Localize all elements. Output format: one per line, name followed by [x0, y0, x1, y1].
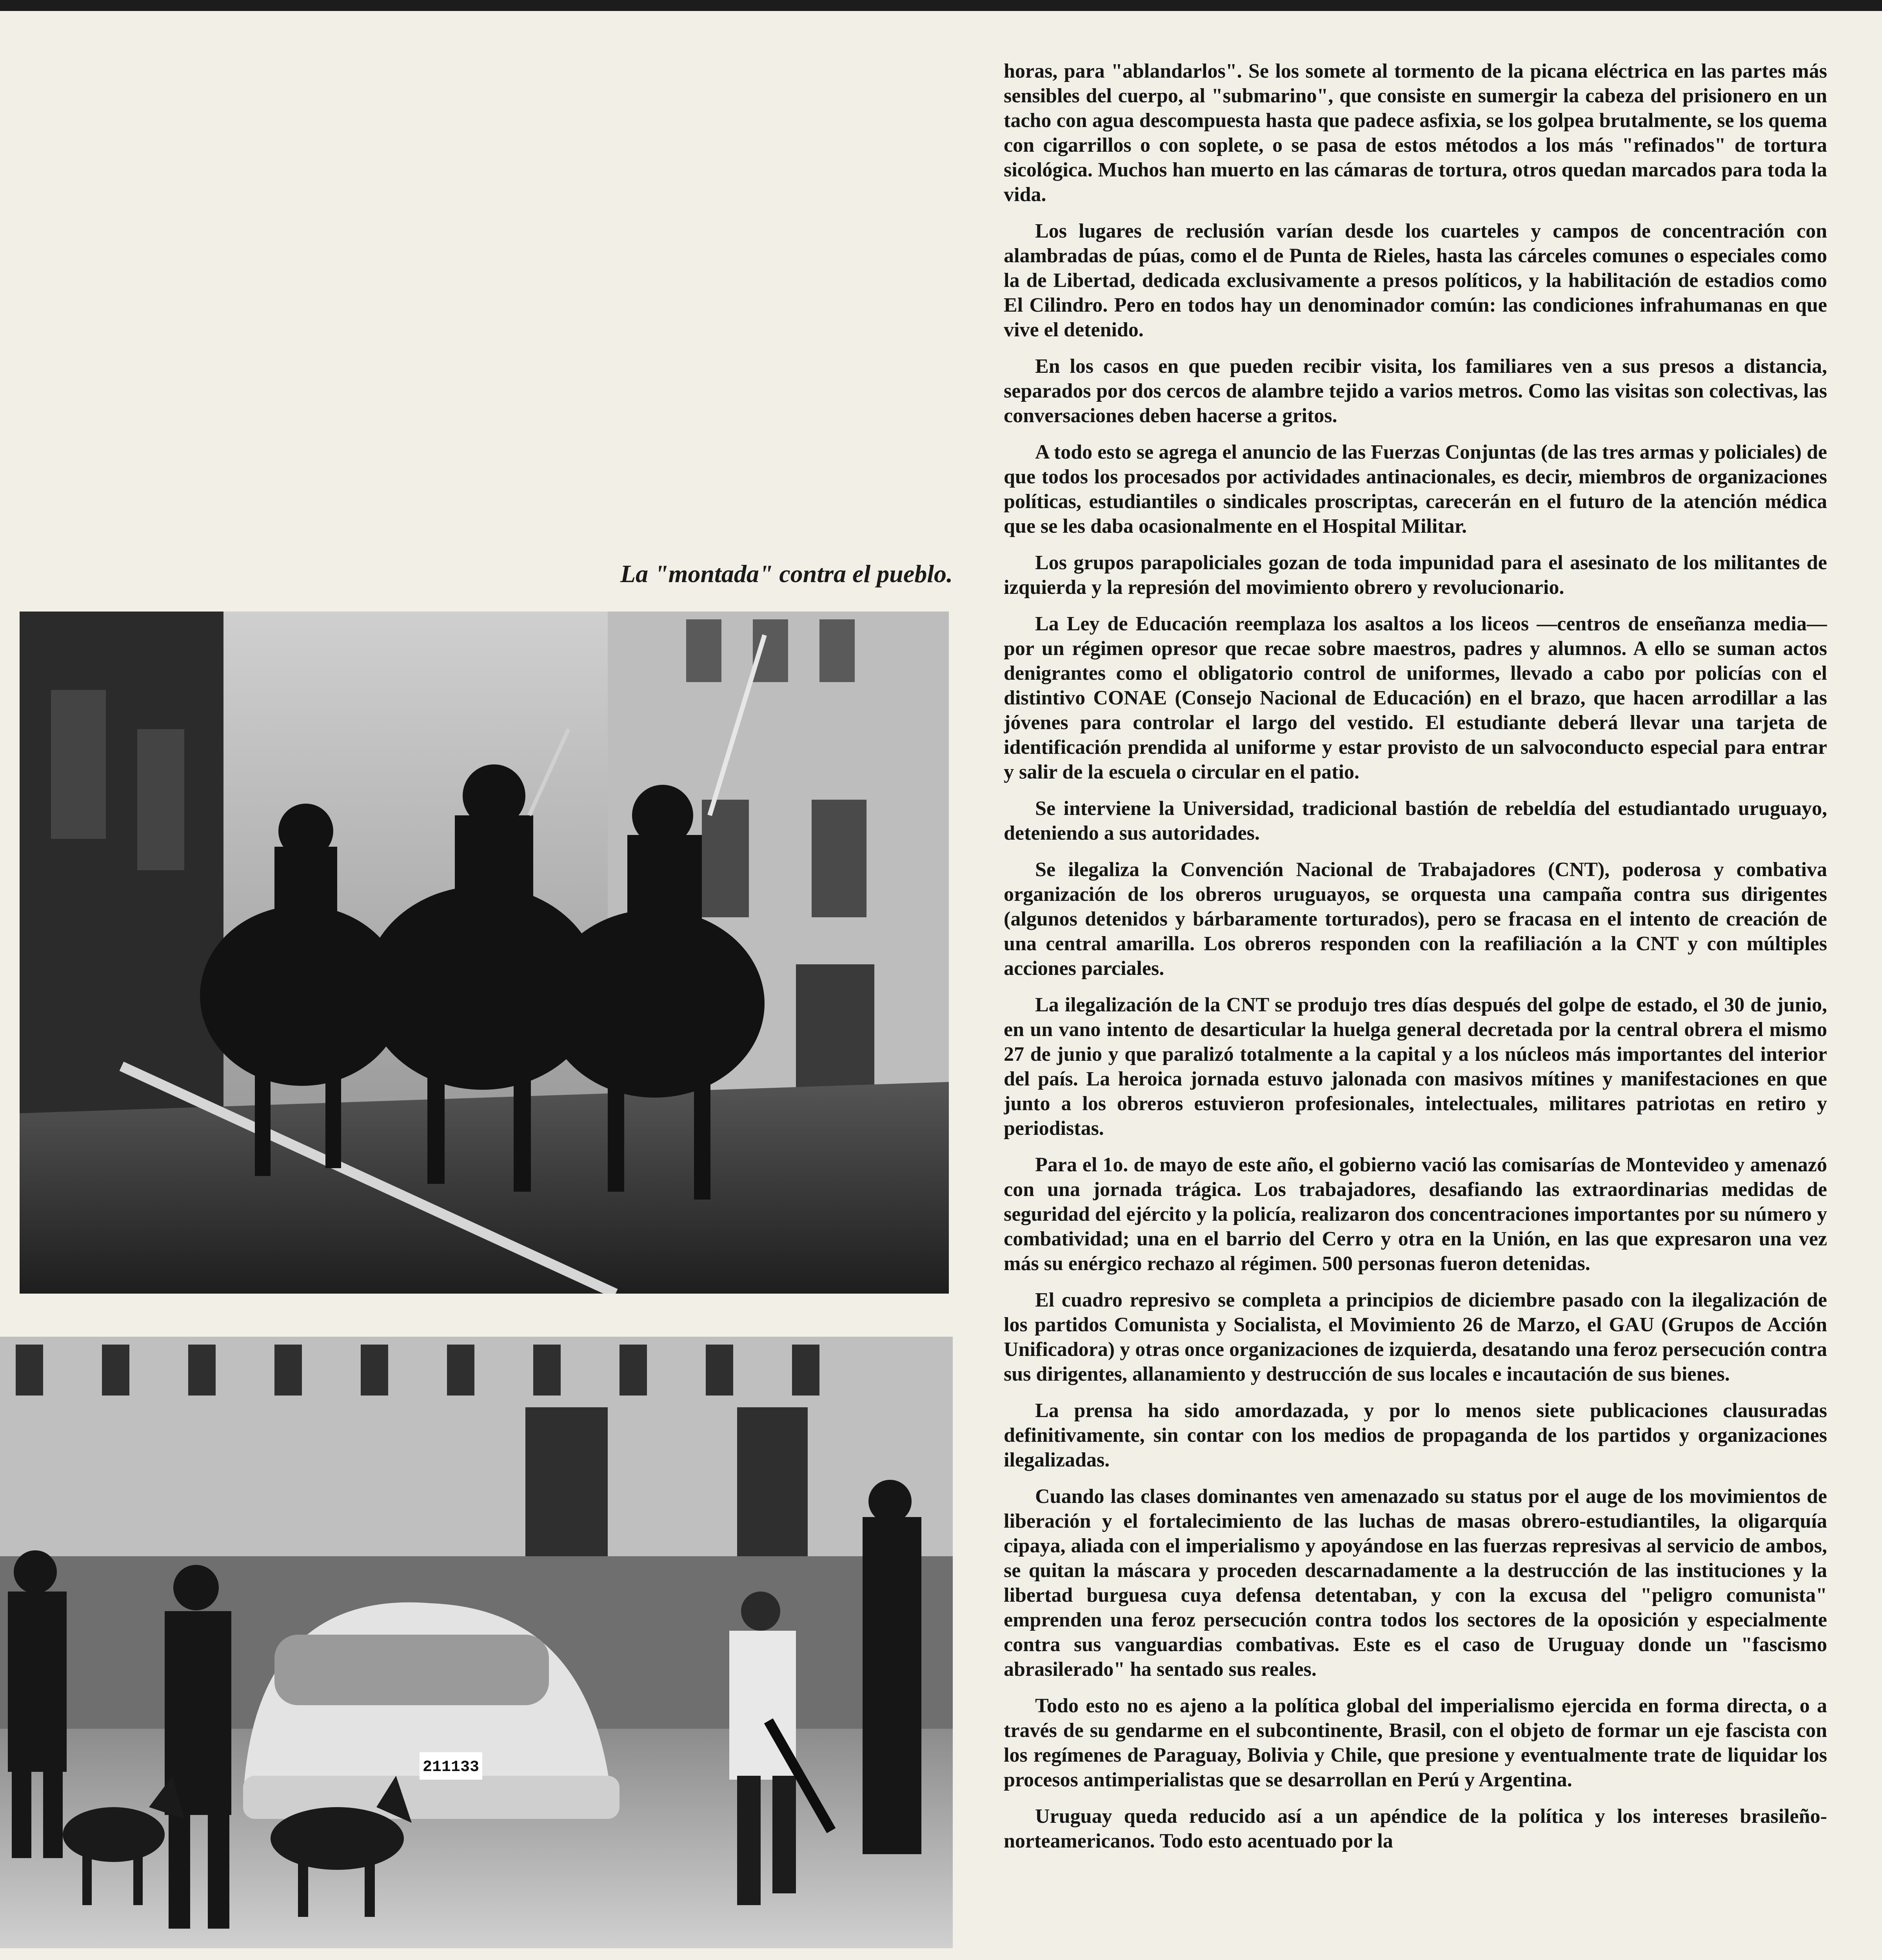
- photo-mounted-police: [20, 612, 949, 1294]
- article-paragraph: El cuadro represivo se completa a principios de diciembre pasado con la ilegalización de los partidos Comunista y Socialista, el Movimiento 26 de Marzo, el GAU (Grupos de Acción Unificadora) y otras once organizaciones de izquierda, desatando una feroz persecución contra sus dirigentes, allanamiento y destrucción de sus locales e incautación de sus bienes.: [1004, 1289, 1827, 1385]
- mounted-police-image: [20, 612, 949, 1294]
- photo-caption-mounted-police: La "montada" contra el pueblo.: [620, 560, 953, 588]
- article-paragraph: La ilegalización de la CNT se produjo tres días después del golpe de estado, el 30 de junio, en un vano intento de desarticular la huelga general decretada por la central obrera el mismo 27 de junio y que paralizó totalmente a la capital y a los núcleos más importantes del interior del país. La heroica jornada estuvo jalonada con masivos mítines y manifestaciones en que junto a los obreros estuvieron profesionales, intelectuales, militares patriotas en retiro y periodistas.: [1004, 994, 1827, 1140]
- article-paragraph: En los casos en que pueden recibir visita, los familiares ven a sus presos a distancia, separados por dos cercos de alambre tejido a varios metros. Como las visitas son colectivas, las conversaciones deben hacerse a gritos.: [1004, 355, 1827, 427]
- article-paragraph: Uruguay queda reducido así a un apéndice de la política y los intereses brasileño-norteamericanos. Todo esto acentuado por la: [1004, 1805, 1827, 1852]
- article-paragraph: Los lugares de reclusión varían desde los cuarteles y campos de concentración con alambradas de púas, como el de Punta de Rieles, hasta las cárceles comunes o especiales como la de Libertad, dedicada exclusivamente a presos políticos, y la habilitación de estadios como El Cilindro. Pero en todos hay un denominador común: las condiciones infrahumanas en que vive el detenido.: [1004, 220, 1827, 341]
- page-top-edge: [0, 0, 1882, 11]
- police-dogs-image: [0, 1337, 953, 1948]
- article-paragraph: Cuando las clases dominantes ven amenazado su status por el auge de los movimientos de liberación y el fortalecimiento de las luchas de masas obrero-estudiantiles, la oligarquía cipaya, aliada con el imperialismo y apoyándose en las fuerzas represivas al servicio de ambos, se quitan la máscara y proceden descarnadamente a la destrucción de las instituciones y la libertad burguesa cuya defensa detentaban, y con la excusa del "peligro comunista" emprenden una feroz persecución contra todos los sectores de la oposición y especialmente contra sus vanguardias combativas. Este es el caso de Uruguay donde un "fascismo abrasilerado" ha sentado sus reales.: [1004, 1485, 1827, 1681]
- article-paragraph: La Ley de Educación reemplaza los asaltos a los liceos —centros de enseñanza media— por un régimen opresor que recae sobre maestros, padres y alumnos. A ello se suman actos denigrantes como el obligatorio control de uniformes, llevado a cabo por policías con el distintivo CONAE (Consejo Nacional de Educación) en el brazo, que hacen arrodillar a las jóvenes para controlar el largo del vestido. El estudiante deberá llevar una tarjeta de identificación prendida al uniforme y estar provisto de un salvoconducto especial para entrar y salir de la escuela o circular en el patio.: [1004, 613, 1827, 783]
- article-paragraph: Se interviene la Universidad, tradicional bastión de rebeldía del estudiantado uruguayo, deteniendo a sus autoridades.: [1004, 797, 1827, 844]
- car-license-plate: 211133: [422, 1759, 480, 1776]
- article-paragraph: A todo esto se agrega el anuncio de las Fuerzas Conjuntas (de las tres armas y policiales) de que todos los procesados por actividades antinacionales, es decir, miembros de organizaciones políticas, estudiantiles o sindicales proscriptas, carecerán en el futuro de la atención médica que se les daba ocasionalmente en el Hospital Militar.: [1004, 441, 1827, 537]
- article-paragraph: Para el 1o. de mayo de este año, el gobierno vació las comisarías de Montevideo y amenazó con una jornada trágica. Los trabajadores, desafiando las extraordinarias medidas de seguridad del ejército y la policía, realizaron dos concentraciones importantes por su número y combatividad; una en el barrio del Cerro y otra en la Unión, en las que expresaron una vez más su enérgico rechazo al régimen. 500 personas fueron detenidas.: [1004, 1154, 1827, 1275]
- article-paragraph: La prensa ha sido amordazada, y por lo menos siete publicaciones clausuradas definitivamente, sin contar con los medios de propaganda de los partidos y organizaciones ilegalizadas.: [1004, 1399, 1827, 1471]
- article-paragraph: Todo esto no es ajeno a la política global del imperialismo ejercida en forma directa, o a través de su gendarme en el subcontinente, Brasil, con el objeto de formar un eje fascista con los regímenes de Paraguay, Bolivia y Chile, que presione y eventualmente trate de liquidar los procesos antimperialistas que se desarrollan en Perú y Argentina.: [1004, 1695, 1827, 1791]
- article-text-column: [1004, 59, 1827, 1960]
- article-paragraph: Los grupos parapoliciales gozan de toda impunidad para el asesinato de los militantes de izquierda y la represión del movimiento obrero y revolucionario.: [1004, 552, 1827, 599]
- article-paragraph: Se ilegaliza la Convención Nacional de Trabajadores (CNT), poderosa y combativa organización de los obreros uruguayos, se orquesta una campaña contra sus dirigentes (algunos detenidos y bárbaramente torturados), pero se fracasa en el intento de creación de una central amarilla. Los obreros responden con la reafiliación a la CNT y con múltiples acciones parciales.: [1004, 858, 1827, 980]
- photo-police-dogs: [0, 1337, 953, 1948]
- article-paragraph: horas, para "ablandarlos". Se los somete al tormento de la picana eléctrica en las partes más sensibles del cuerpo, al "submarino", que consiste en sumergir la cabeza del prisionero en un tacho con agua descompuesta hasta que padece asfixia, se los golpea brutalmente, se los quema con cigarrillos o con soplete, o se pasa de estos métodos a los más "refinados" de tortura sicológica. Muchos han muerto en las cámaras de tortura, otros quedan marcados para toda la vida.: [1004, 60, 1827, 206]
